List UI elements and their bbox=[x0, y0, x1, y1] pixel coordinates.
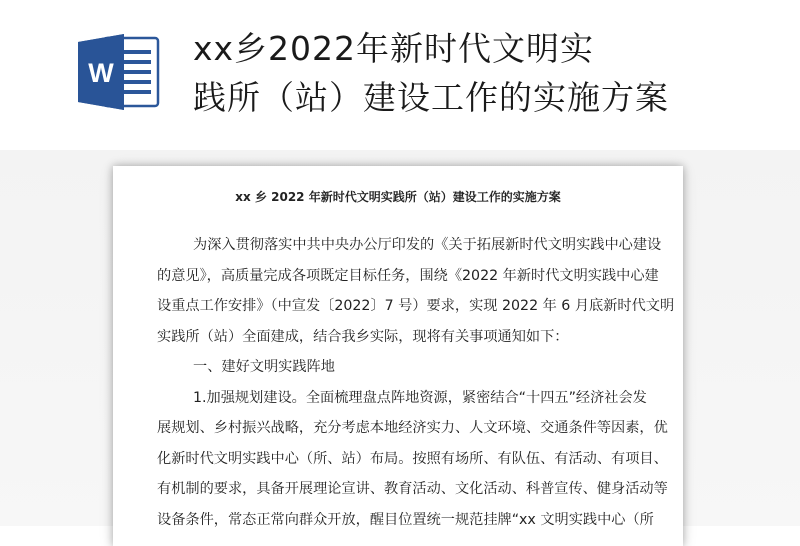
paragraph-line: 实践所（站）全面建成，结合我乡实际，现将有关事项通知如下： bbox=[157, 328, 569, 345]
document-title: xx 乡 2022 年新时代文明实践所（站）建设工作的实施方案 bbox=[235, 190, 561, 204]
title-line-1: xx乡2022年新时代文明实 bbox=[193, 29, 595, 68]
section-heading: 一、建好文明实践阵地 bbox=[193, 359, 335, 375]
paragraph-line: 设重点工作安排》（中宣发〔2022〕7 号）要求，实现 2022 年 6 月底新时代文明 bbox=[157, 298, 675, 314]
word-icon-letter: W bbox=[88, 58, 114, 88]
paragraph-line: 1.加强规划建设。全面梳理盘点阵地资源，紧密结合“十四五”经济社会发 bbox=[193, 389, 647, 406]
paragraph-line: 设备条件，常态正常向群众开放，醒目位置统一规范挂牌“xx 文明实践中心（所 bbox=[157, 511, 654, 528]
paragraph-line: 展规划、乡村振兴战略，充分考虑本地经济实力、人文环境、交通条件等因素，优 bbox=[157, 420, 668, 436]
header bbox=[0, 0, 800, 150]
word-icon bbox=[76, 32, 162, 112]
paragraph-line: 化新时代文明实践中心（所、站）布局。按照有场所、有队伍、有活动、有项目、 bbox=[157, 450, 668, 467]
document-body bbox=[157, 230, 675, 535]
paragraph-line: 为深入贯彻落实中共中央办公厅印发的《关于拓展新时代文明实践中心建设 bbox=[193, 237, 662, 253]
paragraph-line: 有机制的要求，具备开展理论宣讲、教育活动、文化活动、科普宣传、健身活动等 bbox=[157, 481, 668, 497]
paragraph-line: 的意见》，高质量完成各项既定目标任务，围绕《2022 年新时代文明实践中心建 bbox=[157, 267, 659, 284]
title-line-2: 践所（站）建设工作的实施方案 bbox=[193, 78, 669, 117]
page-title bbox=[193, 24, 753, 122]
document-page[interactable] bbox=[113, 166, 683, 546]
